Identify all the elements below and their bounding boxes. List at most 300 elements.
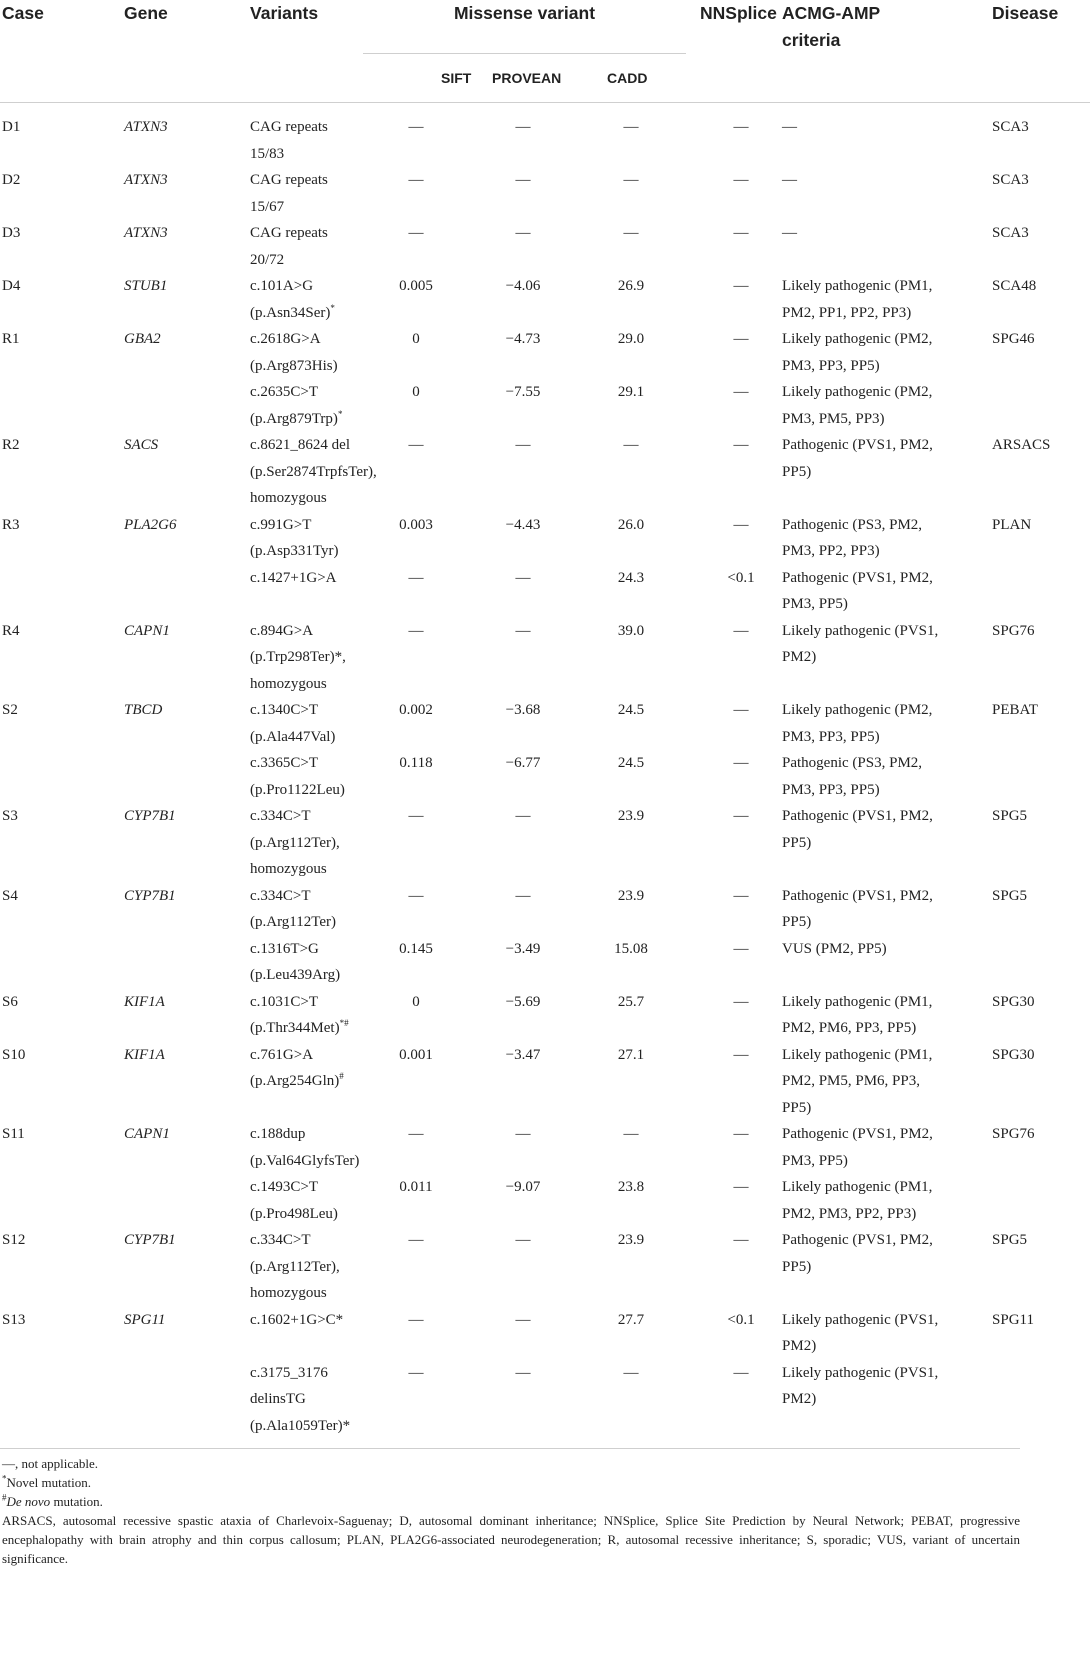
cell-gene xyxy=(124,379,249,432)
cell-case: S10 xyxy=(2,1046,26,1063)
cell-variant xyxy=(249,379,389,432)
variant-line: 20/72 xyxy=(250,251,285,268)
cell-nnsplice xyxy=(686,618,782,698)
cell-nnsplice-value: — xyxy=(733,702,749,718)
cell-cadd xyxy=(603,379,686,432)
cell-disease: PEBAT xyxy=(992,702,1038,718)
variant-line: CAG repeats xyxy=(250,225,328,241)
cell-provean-value: −5.69 xyxy=(505,993,541,1010)
cell-cadd xyxy=(603,167,686,220)
acmg-line: PM2) xyxy=(782,1391,817,1407)
cell-acmg xyxy=(782,883,990,936)
cell-gene xyxy=(124,936,249,989)
cell-cadd-value: 29.1 xyxy=(617,384,645,400)
variant-line: c.1427+1G>A xyxy=(250,569,337,586)
cell-sift-value: 0.011 xyxy=(399,1179,433,1195)
variant-line: delinsTG xyxy=(250,1391,306,1407)
variant-line: (p.Ala1059Ter)* xyxy=(250,1417,351,1434)
cell-provean xyxy=(479,697,603,750)
header-sift: SIFT xyxy=(441,69,472,86)
cell-provean xyxy=(479,883,603,936)
cell-provean-value: −3.49 xyxy=(505,940,541,957)
header-missense: Missense variant xyxy=(453,3,596,23)
cell-disease: SCA3 xyxy=(992,119,1029,135)
cell-sift-value: — xyxy=(408,119,424,135)
cell-cadd xyxy=(603,512,686,565)
cell-provean xyxy=(479,103,603,168)
variant-line: (p.Asp331Tyr) xyxy=(250,543,339,559)
cell-gene xyxy=(124,1360,249,1440)
cell-provean-value: — xyxy=(515,172,531,188)
header-variants: Variants xyxy=(250,3,319,23)
cell-nnsplice xyxy=(686,432,782,512)
cell-provean-value: −4.43 xyxy=(505,516,541,533)
cell-cadd-value: 24.5 xyxy=(617,702,645,718)
table-row xyxy=(0,1227,1090,1307)
cell-nnsplice-value: — xyxy=(733,331,749,347)
cell-provean-value: −6.77 xyxy=(505,755,541,771)
cell-gene: SACS xyxy=(124,437,159,453)
cell-gene xyxy=(124,750,249,803)
cell-cadd xyxy=(603,1174,686,1227)
cell-nnsplice-value: — xyxy=(733,384,749,400)
cell-provean xyxy=(479,273,603,326)
cell-case: D3 xyxy=(2,225,21,241)
cell-cadd xyxy=(603,273,686,326)
cell-disease: SPG5 xyxy=(992,808,1028,824)
acmg-line: Pathogenic (PVS1, PM2, xyxy=(782,437,933,453)
cell-variant xyxy=(249,565,389,618)
acmg-line: PP5) xyxy=(782,914,812,930)
cell-acmg xyxy=(782,512,990,565)
footnote-de-novo: #De novo mutation. xyxy=(2,1492,103,1509)
cell-sift-value: — xyxy=(408,1364,424,1381)
cell-acmg xyxy=(782,167,990,220)
variant-line: homozygous xyxy=(250,490,327,506)
table-row xyxy=(0,273,1090,326)
cell-sift xyxy=(389,512,479,565)
acmg-line: PM3, PP3, PP5) xyxy=(782,781,880,798)
cell-gene: ATXN3 xyxy=(124,119,168,135)
cell-gene: CYP7B1 xyxy=(124,887,176,904)
table-body xyxy=(0,103,1090,1440)
variant-line: c.101A>G xyxy=(250,278,314,294)
cell-sift-value: — xyxy=(408,887,424,904)
cell-cadd xyxy=(603,1227,686,1307)
footnote-novel: *Novel mutation. xyxy=(2,1473,91,1490)
cell-acmg xyxy=(782,989,990,1042)
table-row xyxy=(0,697,1090,750)
acmg-line: Pathogenic (PS3, PM2, xyxy=(782,516,923,533)
cell-nnsplice xyxy=(686,1360,782,1440)
cell-case: D2 xyxy=(2,172,21,188)
cell-variant xyxy=(249,326,389,379)
cell-nnsplice xyxy=(686,167,782,220)
cell-sift-value: 0.003 xyxy=(399,516,433,533)
cell-disease: SPG76 xyxy=(992,622,1035,639)
cell-gene xyxy=(124,1174,249,1227)
variant-line: (p.Leu439Arg) xyxy=(250,967,341,983)
cell-variant xyxy=(249,432,389,512)
cell-acmg xyxy=(782,432,990,512)
cell-cadd xyxy=(603,803,686,883)
cell-provean xyxy=(479,326,603,379)
cell-disease: SCA3 xyxy=(992,172,1029,188)
cell-disease: SCA3 xyxy=(992,225,1029,241)
cell-variant xyxy=(249,1360,389,1440)
cell-disease: SPG5 xyxy=(992,887,1028,904)
cell-provean xyxy=(479,1307,603,1360)
table-row xyxy=(0,803,1090,883)
variant-line: c.3365C>T xyxy=(250,755,319,771)
cell-nnsplice xyxy=(686,1307,782,1360)
cell-sift xyxy=(389,989,479,1042)
cell-acmg xyxy=(782,936,990,989)
acmg-line: PM3, PP3, PP5) xyxy=(782,728,880,745)
variant-line: (p.Arg112Ter), xyxy=(250,1258,340,1275)
cell-provean-value: — xyxy=(515,437,531,453)
cell-provean xyxy=(479,220,603,273)
cell-nnsplice-value: — xyxy=(733,1232,749,1248)
header-missense-group xyxy=(389,0,686,54)
cell-gene: KIF1A xyxy=(124,993,165,1010)
cell-provean-value: — xyxy=(515,1311,531,1328)
cell-acmg xyxy=(782,1227,990,1307)
table-row xyxy=(0,565,1090,618)
variant-line: (p.Arg112Ter), xyxy=(250,834,340,851)
cell-sift-value: — xyxy=(408,1311,424,1328)
cell-sift-value: 0.005 xyxy=(399,278,433,294)
cell-sift xyxy=(389,379,479,432)
cell-cadd-value: 26.0 xyxy=(617,516,645,533)
acmg-line: PM3, PP5) xyxy=(782,596,848,612)
cell-cadd-value: 39.0 xyxy=(617,622,645,639)
cell-case: S3 xyxy=(2,808,18,824)
cell-provean xyxy=(479,1174,603,1227)
acmg-line: Likely pathogenic (PM1, xyxy=(782,1046,933,1063)
cell-nnsplice-value: <0.1 xyxy=(727,569,755,586)
cell-acmg xyxy=(782,697,990,750)
cell-provean-value: −3.68 xyxy=(505,702,541,718)
cell-cadd xyxy=(603,1360,686,1440)
variant-line: homozygous xyxy=(250,1285,327,1301)
variant-mark: *# xyxy=(339,1018,349,1028)
cell-case: S13 xyxy=(2,1311,26,1328)
header-case: Case xyxy=(2,3,44,23)
variant-line: (p.Val64GlyfsTer) xyxy=(250,1152,360,1169)
cell-nnsplice xyxy=(686,326,782,379)
acmg-line: PM3, PM5, PP3) xyxy=(782,410,885,427)
cell-cadd-value: 23.9 xyxy=(617,887,645,904)
table-row xyxy=(0,1042,1090,1122)
cell-disease xyxy=(990,1360,1090,1440)
header-acmg-line2: criteria xyxy=(782,30,841,50)
cell-provean-value: — xyxy=(515,808,531,824)
cell-acmg xyxy=(782,803,990,883)
cell-provean xyxy=(479,1042,603,1122)
cell-disease: SPG30 xyxy=(992,1046,1035,1063)
cell-gene: KIF1A xyxy=(124,1046,165,1063)
header-acmg-line1: ACMG-AMP xyxy=(782,3,881,23)
acmg-line: PM3, PP2, PP3) xyxy=(782,543,880,559)
acmg-line: PM3, PP3, PP5) xyxy=(782,357,880,374)
cell-sift xyxy=(389,883,479,936)
cell-sift xyxy=(389,803,479,883)
variant-mark: # xyxy=(339,1071,344,1081)
cell-sift-value: 0 xyxy=(412,331,420,347)
cell-provean-value: — xyxy=(515,887,531,904)
cell-cadd xyxy=(603,936,686,989)
cell-disease: SPG11 xyxy=(992,1311,1034,1328)
cell-variant xyxy=(249,803,389,883)
cell-variant xyxy=(249,1307,389,1360)
cell-cadd xyxy=(603,883,686,936)
cell-cadd xyxy=(603,103,686,168)
variant-line: c.991G>T xyxy=(250,516,312,533)
cell-cadd-value: 24.3 xyxy=(617,569,645,586)
cell-acmg xyxy=(782,618,990,698)
acmg-line: PM2, PM6, PP3, PP5) xyxy=(782,1020,917,1036)
cell-cadd-value: — xyxy=(623,225,639,241)
cell-gene: SPG11 xyxy=(124,1311,166,1328)
cell-sift xyxy=(389,326,479,379)
variant-line: 15/67 xyxy=(250,198,285,215)
cell-variant xyxy=(249,103,389,168)
cell-acmg xyxy=(782,1307,990,1360)
cell-nnsplice-value: — xyxy=(733,1364,749,1381)
variant-line: 15/83 xyxy=(250,145,285,162)
acmg-line: Likely pathogenic (PVS1, xyxy=(782,1311,939,1328)
cell-provean xyxy=(479,379,603,432)
cell-variant xyxy=(249,167,389,220)
cell-sift xyxy=(389,1227,479,1307)
cell-provean xyxy=(479,803,603,883)
cell-sift-value: — xyxy=(408,569,424,586)
cell-nnsplice xyxy=(686,1174,782,1227)
variant-line: (p.Ser2874TrpfsTer), xyxy=(250,463,377,480)
cell-gene: ATXN3 xyxy=(124,225,168,241)
cell-provean xyxy=(479,936,603,989)
cell-provean-value: — xyxy=(515,569,531,586)
cell-provean xyxy=(479,750,603,803)
acmg-line: PP5) xyxy=(782,1258,812,1275)
cell-provean xyxy=(479,432,603,512)
cell-cadd-value: 29.0 xyxy=(617,331,645,347)
cell-gene: STUB1 xyxy=(124,278,168,294)
acmg-line: PM2) xyxy=(782,1338,817,1354)
cell-sift xyxy=(389,1307,479,1360)
table-row xyxy=(0,1307,1090,1360)
cell-variant xyxy=(249,750,389,803)
acmg-line: Pathogenic (PVS1, PM2, xyxy=(782,1232,933,1248)
cell-cadd-value: — xyxy=(623,1364,639,1381)
cell-acmg xyxy=(782,379,990,432)
cell-acmg xyxy=(782,103,990,168)
variant-mark: * xyxy=(330,302,335,313)
cell-sift xyxy=(389,103,479,168)
cell-gene: ATXN3 xyxy=(124,172,168,188)
cell-nnsplice xyxy=(686,512,782,565)
cell-disease: SCA48 xyxy=(992,278,1037,294)
cell-nnsplice-value: — xyxy=(733,755,749,771)
cell-disease: SPG46 xyxy=(992,331,1035,347)
header-nnsplice: NNSplice xyxy=(700,3,777,23)
cell-case: S6 xyxy=(2,993,18,1010)
cell-variant xyxy=(249,1121,389,1174)
cell-provean-value: — xyxy=(515,622,531,639)
cell-nnsplice xyxy=(686,697,782,750)
cell-disease xyxy=(990,379,1090,432)
cell-acmg xyxy=(782,750,990,803)
header-disease: Disease xyxy=(992,3,1059,23)
cell-nnsplice-value: — xyxy=(733,993,749,1010)
cell-nnsplice xyxy=(686,565,782,618)
table-header xyxy=(0,0,1090,103)
cell-sift-value: — xyxy=(408,225,424,241)
cell-cadd xyxy=(603,326,686,379)
acmg-line: PP5) xyxy=(782,463,812,480)
cell-nnsplice xyxy=(686,989,782,1042)
cell-case: S2 xyxy=(2,702,18,718)
acmg-line: — xyxy=(782,172,798,188)
cell-sift xyxy=(389,565,479,618)
cell-cadd-value: 23.9 xyxy=(617,1232,645,1248)
table-row xyxy=(0,103,1090,168)
cell-sift-value: 0 xyxy=(412,993,420,1010)
cell-variant xyxy=(249,273,389,326)
variant-line: c.334C>T xyxy=(250,887,311,904)
footnote-abbreviations: ARSACS, autosomal recessive spastic ataxia of Charlevoix-Saguenay; D, autosomal dominant inheritance; NNSplice, Splice Site Prediction by Neural Network; PEBAT, progressive encephalopathy with brain atrophy and thin corpus callosum; PLAN, PLA2G6-associated neurodegeneration; R, autosomal recessive inheritance; S, sporadic; VUS, variant of uncertain significance. xyxy=(2,1513,1020,1566)
variant-line: c.334C>T xyxy=(250,808,311,824)
cell-sift-value: — xyxy=(408,622,424,639)
cell-nnsplice xyxy=(686,273,782,326)
cell-acmg xyxy=(782,1042,990,1122)
cell-cadd-value: 23.9 xyxy=(617,808,645,824)
cell-nnsplice-value: — xyxy=(733,808,749,824)
variant-line: c.188dup xyxy=(250,1126,306,1142)
cell-case: S11 xyxy=(2,1126,25,1142)
header-cadd: CADD xyxy=(607,69,648,86)
cell-case xyxy=(0,936,124,989)
cell-case xyxy=(0,1360,124,1440)
cell-case: R3 xyxy=(2,516,20,533)
cell-nnsplice xyxy=(686,379,782,432)
cell-cadd-value: 25.7 xyxy=(617,993,645,1010)
acmg-line: PM2) xyxy=(782,649,817,665)
acmg-line: Pathogenic (PS3, PM2, xyxy=(782,755,923,771)
variant-line: (p.Ala447Val) xyxy=(250,728,336,745)
cell-variant xyxy=(249,220,389,273)
cell-nnsplice-value: <0.1 xyxy=(727,1311,755,1328)
cell-provean xyxy=(479,618,603,698)
cell-provean xyxy=(479,565,603,618)
cell-cadd xyxy=(603,697,686,750)
cell-case: D4 xyxy=(2,278,21,294)
cell-cadd-value: 26.9 xyxy=(617,278,645,294)
header-gene: Gene xyxy=(124,3,168,23)
acmg-line: Likely pathogenic (PVS1, xyxy=(782,622,939,639)
acmg-line: PM2, PM5, PM6, PP3, xyxy=(782,1073,920,1089)
cell-variant xyxy=(249,989,389,1042)
acmg-line: Pathogenic (PVS1, PM2, xyxy=(782,808,933,824)
variant-line: (p.Asn34Ser) xyxy=(250,304,331,321)
cell-nnsplice xyxy=(686,220,782,273)
variant-line: (p.Arg873His) xyxy=(250,357,338,374)
variant-line: (p.Arg254Gln) xyxy=(250,1073,340,1089)
cell-provean-value: — xyxy=(515,1232,531,1248)
cell-acmg xyxy=(782,1360,990,1440)
cell-case: D1 xyxy=(2,119,21,135)
acmg-line: Pathogenic (PVS1, PM2, xyxy=(782,887,933,904)
cell-sift xyxy=(389,220,479,273)
cell-cadd xyxy=(603,989,686,1042)
cell-nnsplice-value: — xyxy=(733,1179,749,1195)
cell-sift xyxy=(389,273,479,326)
cell-sift xyxy=(389,618,479,698)
cell-provean-value: −4.73 xyxy=(505,331,541,347)
variant-line: c.761G>A xyxy=(250,1046,314,1063)
cell-sift-value: — xyxy=(408,172,424,188)
table-row xyxy=(0,618,1090,698)
acmg-line: PM3, PP5) xyxy=(782,1152,848,1169)
acmg-line: Likely pathogenic (PM1, xyxy=(782,278,933,294)
acmg-line: — xyxy=(782,225,798,241)
table-row xyxy=(0,220,1090,273)
variant-line: (p.Arg112Ter) xyxy=(250,914,337,930)
cell-provean xyxy=(479,989,603,1042)
table-row xyxy=(0,1174,1090,1227)
cell-case: S12 xyxy=(2,1232,26,1248)
cell-provean-value: — xyxy=(515,1364,531,1381)
cell-nnsplice xyxy=(686,883,782,936)
variant-line: c.1602+1G>C* xyxy=(250,1311,344,1328)
cell-sift xyxy=(389,936,479,989)
cell-case xyxy=(0,379,124,432)
table-row xyxy=(0,432,1090,512)
cell-provean-value: −4.06 xyxy=(505,278,541,294)
cell-cadd xyxy=(603,1042,686,1122)
acmg-line: Likely pathogenic (PM2, xyxy=(782,702,933,718)
cell-provean-value: — xyxy=(515,1126,531,1142)
variant-line: homozygous xyxy=(250,861,327,877)
cell-case: S4 xyxy=(2,887,18,904)
cell-case: R2 xyxy=(2,437,20,453)
variant-line: c.2635C>T xyxy=(250,384,319,400)
cell-cadd-value: 27.7 xyxy=(617,1311,645,1328)
acmg-line: Pathogenic (PVS1, PM2, xyxy=(782,1126,933,1142)
cell-cadd xyxy=(603,220,686,273)
cell-sift-value: 0.145 xyxy=(399,940,433,957)
variant-line: c.334C>T xyxy=(250,1232,311,1248)
cell-acmg xyxy=(782,220,990,273)
cell-variant xyxy=(249,697,389,750)
cell-nnsplice-value: — xyxy=(733,516,749,533)
cell-variant xyxy=(249,1227,389,1307)
cell-gene: PLA2G6 xyxy=(124,516,177,533)
cell-cadd xyxy=(603,750,686,803)
cell-cadd xyxy=(603,1307,686,1360)
table-row xyxy=(0,379,1090,432)
cell-cadd xyxy=(603,565,686,618)
cell-gene: GBA2 xyxy=(124,331,161,347)
table-row xyxy=(0,326,1090,379)
cell-sift xyxy=(389,1360,479,1440)
cell-gene: TBCD xyxy=(124,702,163,718)
cell-sift-value: — xyxy=(408,1232,424,1248)
cell-sift-value: 0 xyxy=(412,384,420,400)
footnotes xyxy=(2,1454,1020,1568)
cell-sift xyxy=(389,1174,479,1227)
